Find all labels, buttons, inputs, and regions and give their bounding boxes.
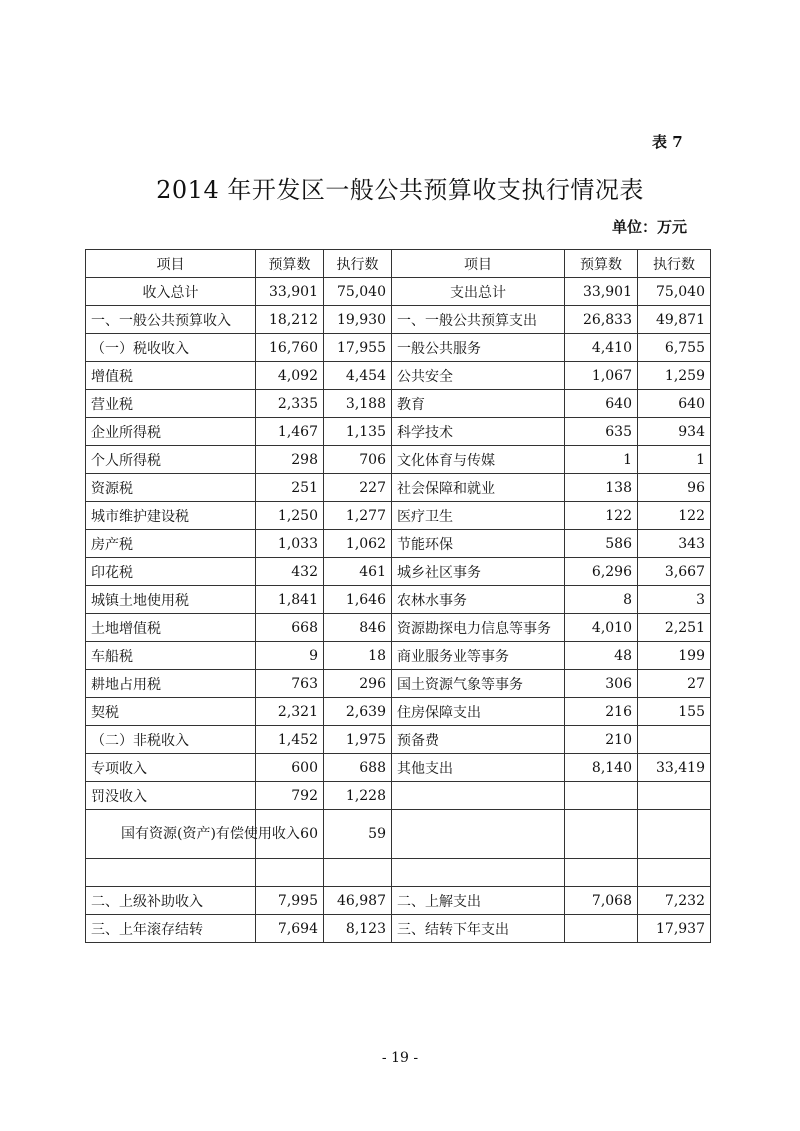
left-actual-cell: 1,975 (324, 726, 392, 754)
column-header-budget-right: 预算数 (565, 250, 638, 278)
budget-table (85, 249, 711, 943)
right-item-cell: 农林水事务 (392, 586, 565, 614)
left-actual-cell: 461 (324, 558, 392, 586)
left-item-cell: （一）税收收入 (86, 334, 256, 362)
left-budget-cell: 2,335 (256, 390, 324, 418)
column-header-item-right: 项目 (392, 250, 565, 278)
left-budget-cell: 1,250 (256, 502, 324, 530)
right-actual-cell: 6,755 (638, 334, 711, 362)
right-actual-cell (638, 782, 711, 810)
left-item-cell: 专项收入 (86, 754, 256, 782)
left-budget-cell: 251 (256, 474, 324, 502)
left-budget-cell (256, 859, 324, 887)
left-actual-cell: 17,955 (324, 334, 392, 362)
left-item-cell: 城镇土地使用税 (86, 586, 256, 614)
left-budget-cell: 1,033 (256, 530, 324, 558)
table-row (86, 334, 711, 362)
table-row (86, 418, 711, 446)
right-budget-cell (565, 859, 638, 887)
right-actual-cell: 75,040 (638, 278, 711, 306)
left-actual-cell: 4,454 (324, 362, 392, 390)
left-budget-cell: 2,321 (256, 698, 324, 726)
right-item-cell: 教育 (392, 390, 565, 418)
table-row (86, 530, 711, 558)
right-item-cell: 文化体育与传媒 (392, 446, 565, 474)
left-item-cell: 耕地占用税 (86, 670, 256, 698)
right-item-cell: 一般公共服务 (392, 334, 565, 362)
right-actual-cell: 343 (638, 530, 711, 558)
left-item-cell (86, 859, 256, 887)
right-budget-cell: 26,833 (565, 306, 638, 334)
right-budget-cell: 640 (565, 390, 638, 418)
right-item-cell: 二、上解支出 (392, 887, 565, 915)
table-row (86, 698, 711, 726)
right-budget-cell: 4,010 (565, 614, 638, 642)
page-number: - 19 - (381, 1050, 419, 1066)
left-item-cell: 土地增值税 (86, 614, 256, 642)
right-actual-cell: 96 (638, 474, 711, 502)
left-actual-cell: 1,228 (324, 782, 392, 810)
left-actual-cell: 1,646 (324, 586, 392, 614)
left-budget-cell: 668 (256, 614, 324, 642)
right-budget-cell: 33,901 (565, 278, 638, 306)
right-actual-cell: 1,259 (638, 362, 711, 390)
left-item-cell: 资源税 (86, 474, 256, 502)
right-budget-cell: 306 (565, 670, 638, 698)
table-row (86, 754, 711, 782)
left-budget-cell: 792 (256, 782, 324, 810)
left-budget-cell: 1,452 (256, 726, 324, 754)
right-item-cell: 国土资源气象等事务 (392, 670, 565, 698)
right-actual-cell: 7,232 (638, 887, 711, 915)
table-row (86, 474, 711, 502)
right-item-cell: 商业服务业等事务 (392, 642, 565, 670)
left-budget-cell: 60 (256, 810, 324, 859)
right-actual-cell: 934 (638, 418, 711, 446)
left-budget-cell: 7,694 (256, 915, 324, 943)
right-actual-cell: 27 (638, 670, 711, 698)
left-actual-cell: 1,277 (324, 502, 392, 530)
right-budget-cell (565, 782, 638, 810)
right-actual-cell: 49,871 (638, 306, 711, 334)
right-actual-cell: 1 (638, 446, 711, 474)
left-budget-cell: 18,212 (256, 306, 324, 334)
left-item-cell: 车船税 (86, 642, 256, 670)
right-budget-cell: 1,067 (565, 362, 638, 390)
left-budget-cell: 9 (256, 642, 324, 670)
table-row (86, 306, 711, 334)
right-item-cell (392, 810, 565, 859)
right-budget-cell: 48 (565, 642, 638, 670)
table-row (86, 390, 711, 418)
left-actual-cell: 59 (324, 810, 392, 859)
right-budget-cell: 216 (565, 698, 638, 726)
right-actual-cell: 33,419 (638, 754, 711, 782)
right-item-cell: 节能环保 (392, 530, 565, 558)
right-budget-cell: 8 (565, 586, 638, 614)
left-budget-cell: 763 (256, 670, 324, 698)
left-item-cell: 三、上年滚存结转 (86, 915, 256, 943)
left-budget-cell: 432 (256, 558, 324, 586)
right-actual-cell: 199 (638, 642, 711, 670)
table-row (86, 887, 711, 915)
left-item-cell: 城市维护建设税 (86, 502, 256, 530)
left-budget-cell: 600 (256, 754, 324, 782)
left-budget-cell: 4,092 (256, 362, 324, 390)
table-row (86, 614, 711, 642)
left-budget-cell: 298 (256, 446, 324, 474)
left-item-cell: 营业税 (86, 390, 256, 418)
right-budget-cell: 122 (565, 502, 638, 530)
table-row (86, 810, 711, 859)
page-title: 2014 年开发区一般公共预算收支执行情况表 (156, 176, 644, 204)
left-item-cell: 二、上级补助收入 (86, 887, 256, 915)
left-item-cell: 印花税 (86, 558, 256, 586)
left-item-cell: 收入总计 (86, 278, 256, 306)
table-row (86, 670, 711, 698)
left-actual-cell: 1,135 (324, 418, 392, 446)
unit-label: 单位：万元 (612, 218, 688, 236)
table-row (86, 558, 711, 586)
left-actual-cell: 1,062 (324, 530, 392, 558)
right-item-cell: 城乡社区事务 (392, 558, 565, 586)
left-actual-cell: 18 (324, 642, 392, 670)
right-budget-cell (565, 810, 638, 859)
right-budget-cell: 586 (565, 530, 638, 558)
table-row (86, 362, 711, 390)
left-actual-cell: 19,930 (324, 306, 392, 334)
left-actual-cell (324, 859, 392, 887)
right-item-cell (392, 782, 565, 810)
right-item-cell: 公共安全 (392, 362, 565, 390)
left-item-cell: 契税 (86, 698, 256, 726)
right-actual-cell: 122 (638, 502, 711, 530)
left-budget-cell: 7,995 (256, 887, 324, 915)
table-row (86, 278, 711, 306)
right-actual-cell (638, 810, 711, 859)
left-actual-cell: 46,987 (324, 887, 392, 915)
right-item-cell: 资源勘探电力信息等事务 (392, 614, 565, 642)
right-item-cell: 一、一般公共预算支出 (392, 306, 565, 334)
right-actual-cell (638, 859, 711, 887)
table-row (86, 726, 711, 754)
left-item-cell: （二）非税收入 (86, 726, 256, 754)
table-number: 表 7 (652, 133, 683, 151)
right-budget-cell: 138 (565, 474, 638, 502)
left-item-cell: 罚没收入 (86, 782, 256, 810)
right-item-cell: 其他支出 (392, 754, 565, 782)
right-actual-cell: 17,937 (638, 915, 711, 943)
right-item-cell: 科学技术 (392, 418, 565, 446)
table-row (86, 586, 711, 614)
right-budget-cell: 7,068 (565, 887, 638, 915)
left-budget-cell: 33,901 (256, 278, 324, 306)
table-row (86, 502, 711, 530)
right-item-cell: 支出总计 (392, 278, 565, 306)
right-actual-cell: 2,251 (638, 614, 711, 642)
right-budget-cell: 1 (565, 446, 638, 474)
table-row (86, 915, 711, 943)
right-item-cell: 三、结转下年支出 (392, 915, 565, 943)
left-budget-cell: 1,841 (256, 586, 324, 614)
left-actual-cell: 227 (324, 474, 392, 502)
table-row (86, 782, 711, 810)
column-header-actual-left: 执行数 (324, 250, 392, 278)
left-actual-cell: 688 (324, 754, 392, 782)
left-actual-cell: 846 (324, 614, 392, 642)
left-item-cell: 增值税 (86, 362, 256, 390)
left-budget-cell: 16,760 (256, 334, 324, 362)
left-actual-cell: 75,040 (324, 278, 392, 306)
table-row (86, 859, 711, 887)
column-header-item-left: 项目 (86, 250, 256, 278)
right-actual-cell: 3 (638, 586, 711, 614)
right-budget-cell: 8,140 (565, 754, 638, 782)
left-actual-cell: 296 (324, 670, 392, 698)
column-header-actual-right: 执行数 (638, 250, 711, 278)
left-actual-cell: 706 (324, 446, 392, 474)
left-item-cell: 房产税 (86, 530, 256, 558)
left-item-cell: 国有资源(资产)有偿使用收入 (86, 810, 256, 859)
left-item-cell: 个人所得税 (86, 446, 256, 474)
right-budget-cell: 6,296 (565, 558, 638, 586)
right-budget-cell: 635 (565, 418, 638, 446)
left-budget-cell: 1,467 (256, 418, 324, 446)
left-actual-cell: 8,123 (324, 915, 392, 943)
right-item-cell: 预备费 (392, 726, 565, 754)
column-header-budget-left: 预算数 (256, 250, 324, 278)
right-item-cell: 社会保障和就业 (392, 474, 565, 502)
right-item-cell: 住房保障支出 (392, 698, 565, 726)
right-actual-cell: 640 (638, 390, 711, 418)
left-item-cell: 企业所得税 (86, 418, 256, 446)
right-actual-cell: 155 (638, 698, 711, 726)
right-budget-cell: 210 (565, 726, 638, 754)
right-actual-cell (638, 726, 711, 754)
table-row (86, 446, 711, 474)
right-actual-cell: 3,667 (638, 558, 711, 586)
right-budget-cell (565, 915, 638, 943)
left-actual-cell: 3,188 (324, 390, 392, 418)
left-actual-cell: 2,639 (324, 698, 392, 726)
right-item-cell (392, 859, 565, 887)
table-header-row (86, 250, 711, 278)
left-item-cell: 一、一般公共预算收入 (86, 306, 256, 334)
right-item-cell: 医疗卫生 (392, 502, 565, 530)
table-row (86, 642, 711, 670)
right-budget-cell: 4,410 (565, 334, 638, 362)
